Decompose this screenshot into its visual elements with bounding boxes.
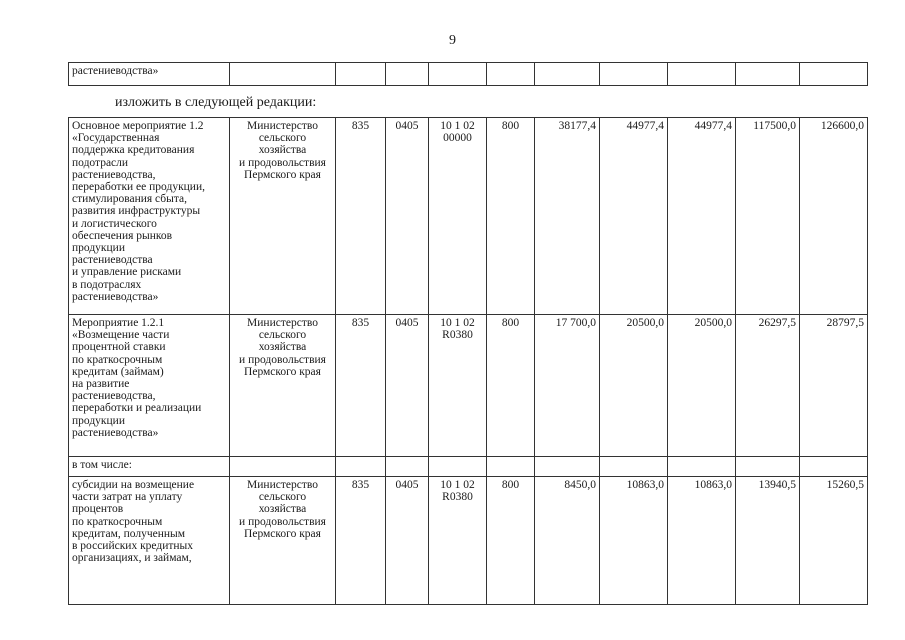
target-code-cell [429, 457, 487, 477]
executor-cell-line: Министерство [247, 120, 318, 132]
amount-cell-v2: 20500,0 [600, 315, 668, 457]
measure-name-cell-line: переработки ее продукции, [72, 181, 205, 194]
executor-cell-line: Министерство [247, 317, 318, 329]
table-cell [800, 63, 868, 86]
table-cell [535, 63, 600, 86]
executor-cell-line: хозяйства [258, 144, 307, 157]
table-cell [600, 63, 668, 86]
executor-cell-line: сельского [258, 132, 307, 145]
target-code-cell [429, 315, 487, 457]
measure-name-cell-line: «Возмещение части [72, 329, 170, 342]
measure-name-cell-line: продукции [72, 414, 125, 427]
table-row [69, 457, 868, 477]
executor-cell-line: сельского [258, 491, 307, 504]
executor-cell [230, 118, 336, 315]
measure-name-cell [69, 315, 230, 457]
target-code-cell-line: 00000 [443, 132, 472, 145]
measure-name-cell-line: развития инфраструктуры [72, 205, 201, 218]
measure-name-cell-line: Мероприятие 1.2.1 [72, 317, 165, 329]
intro-text: изложить в следующей редакции: [115, 95, 317, 110]
amount-cell-v5: 126600,0 [800, 118, 868, 315]
measure-name-cell-line: обеспечения рынков [72, 229, 173, 242]
measure-name-cell-line: в том числе: [72, 459, 132, 471]
expense-type-cell: 800 [487, 118, 535, 315]
amount-cell-v4: 13940,5 [736, 477, 800, 605]
measure-name-cell [69, 477, 230, 605]
executor-cell-line: хозяйства [258, 341, 307, 354]
measure-name-cell-line: «Государственная [72, 132, 160, 145]
amount-cell-v4: 117500,0 [736, 118, 800, 315]
measure-name-cell-line: поддержка кредитования [72, 144, 195, 157]
target-code-cell-line: 10 1 02 [440, 120, 475, 132]
expense-type-cell: 800 [487, 477, 535, 605]
section-code-cell: 0405 [386, 315, 429, 457]
amount-cell-v1: 8450,0 [535, 477, 600, 605]
table-cell [230, 63, 336, 86]
executor-cell-line: Пермского края [244, 168, 321, 181]
table-row [69, 63, 868, 86]
measure-name-cell-line: и логистического [72, 217, 157, 230]
measure-name-cell-line: стимулирования сбыта, [72, 193, 188, 206]
expense-type-cell: 800 [487, 315, 535, 457]
amount-cell-v3: 10863,0 [668, 477, 736, 605]
grbs-code-cell: 835 [336, 315, 386, 457]
row-name-cell: растениеводства» [69, 63, 230, 86]
executor-cell-line: Пермского края [244, 365, 321, 378]
measure-name-cell [69, 457, 230, 477]
executor-cell-line: сельского [258, 329, 307, 342]
measure-name-cell-line: по краткосрочным [72, 353, 163, 366]
target-code-cell-line: R0380 [442, 491, 473, 504]
amount-cell-v5 [800, 457, 868, 477]
measure-name-cell-line: части затрат на уплату [72, 491, 183, 504]
amount-cell-v5: 28797,5 [800, 315, 868, 457]
measure-name-cell-line: процентов [72, 503, 124, 516]
table-row [69, 477, 868, 605]
table-row [69, 315, 868, 457]
amount-cell-v3: 44977,4 [668, 118, 736, 315]
target-code-cell-line: 10 1 02 [440, 479, 475, 491]
measure-name-cell-line: кредитам, полученным [72, 527, 186, 540]
amount-cell-v3: 20500,0 [668, 315, 736, 457]
table-cell [487, 63, 535, 86]
measure-name-cell-line: растениеводства» [72, 290, 159, 303]
target-code-cell [429, 477, 487, 605]
measure-name-cell-line: Основное мероприятие 1.2 [72, 120, 204, 132]
grbs-code-cell [336, 457, 386, 477]
amount-cell-v3 [668, 457, 736, 477]
measure-name-cell-line: процентной ставки [72, 341, 166, 354]
amount-cell-v1 [535, 457, 600, 477]
measure-name-cell-line: растениеводства [72, 254, 153, 267]
measure-name-cell-line: растениеводства, [72, 390, 156, 403]
target-code-cell-line: 10 1 02 [440, 317, 475, 329]
executor-cell [230, 477, 336, 605]
measure-name-cell-line: субсидии на возмещение [72, 479, 195, 491]
table-cell [386, 63, 429, 86]
measure-name-cell-line: кредитам (займам) [72, 365, 164, 378]
measure-name-cell-line: растениеводства» [72, 426, 159, 439]
top-table-fragment [68, 62, 868, 86]
executor-cell-line: хозяйства [258, 503, 307, 516]
executor-cell-line: и продовольствия [239, 515, 326, 528]
section-code-cell [386, 457, 429, 477]
measure-name-cell [69, 118, 230, 315]
measure-name-cell-line: в подотраслях [72, 278, 142, 291]
section-code-cell: 0405 [386, 477, 429, 605]
amount-cell-v1: 38177,4 [535, 118, 600, 315]
measure-name-cell-line: и управление рисками [72, 266, 182, 279]
measure-name-cell-line: организациях, и займам, [72, 552, 192, 565]
grbs-code-cell: 835 [336, 118, 386, 315]
amount-cell-v2: 44977,4 [600, 118, 668, 315]
table-row [69, 118, 868, 315]
measure-name-cell-line: по краткосрочным [72, 515, 163, 528]
executor-cell [230, 315, 336, 457]
executor-cell-line: и продовольствия [239, 353, 326, 366]
measure-name-cell-line: продукции [72, 242, 125, 255]
amount-cell-v4: 26297,5 [736, 315, 800, 457]
table-cell [736, 63, 800, 86]
executor-cell-line: Министерство [247, 479, 318, 491]
page-number: 9 [449, 33, 456, 48]
expense-type-cell [487, 457, 535, 477]
grbs-code-cell: 835 [336, 477, 386, 605]
target-code-cell-line: R0380 [442, 329, 473, 342]
executor-cell [230, 457, 336, 477]
amount-cell-v5: 15260,5 [800, 477, 868, 605]
executor-cell-line: Пермского края [244, 527, 321, 540]
amount-cell-v2: 10863,0 [600, 477, 668, 605]
executor-cell-line: и продовольствия [239, 156, 326, 169]
amount-cell-v4 [736, 457, 800, 477]
amount-cell-v1: 17 700,0 [535, 315, 600, 457]
measure-name-cell-line: переработки и реализации [72, 402, 202, 415]
table-cell [336, 63, 386, 86]
measure-name-cell-line: в российских кредитных [72, 540, 194, 553]
amount-cell-v2 [600, 457, 668, 477]
table-cell [429, 63, 487, 86]
table-cell [668, 63, 736, 86]
measure-name-cell-line: подотрасли [72, 156, 129, 169]
target-code-cell [429, 118, 487, 315]
measure-name-cell-line: растениеводства, [72, 168, 156, 181]
section-code-cell: 0405 [386, 118, 429, 315]
measures-table [68, 117, 868, 605]
measure-name-cell-line: на развитие [72, 378, 130, 391]
